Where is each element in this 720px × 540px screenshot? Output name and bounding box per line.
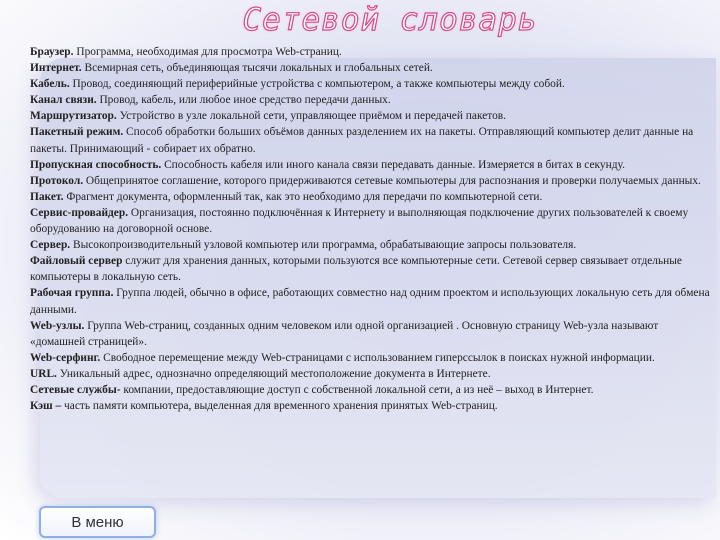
glossary-entry bbox=[30, 157, 714, 173]
entry-term: URL. bbox=[30, 367, 57, 380]
glossary-entry bbox=[30, 285, 714, 317]
entry-definition: Провод, кабель, или любое иное средство передачи данных. bbox=[96, 94, 391, 107]
glossary-entry bbox=[30, 318, 714, 350]
entry-term: Маршрутизатор. bbox=[30, 110, 117, 123]
entry-term: Сервис-провайдер. bbox=[30, 206, 129, 219]
menu-button[interactable]: В меню bbox=[39, 506, 156, 538]
glossary-entry bbox=[30, 253, 714, 285]
glossary-entry bbox=[30, 173, 714, 189]
entry-definition: Фрагмент документа, оформленный так, как это необходимо для передачи по компьютерной сети. bbox=[63, 190, 543, 203]
entry-definition: Программа, необходимая для просмотра Web-страниц. bbox=[73, 46, 342, 58]
glossary-entry bbox=[30, 398, 714, 414]
entry-definition: Группа Web-страниц, созданных одним человеком или одной организацией . Основную страницу Web-узла называют «домашней страницей». bbox=[30, 319, 659, 348]
entry-definition: Свободное перемещение между Web-страницами с использованием гиперссылок в поисках нужной информации. bbox=[100, 351, 655, 364]
glossary-entry bbox=[30, 237, 714, 253]
glossary-entry bbox=[30, 60, 714, 76]
entry-term: Интернет. bbox=[30, 62, 82, 75]
entry-term: Сервер. bbox=[30, 239, 71, 252]
entry-term: Рабочая группа. bbox=[30, 287, 114, 300]
entry-definition: Способ обработки больших объёмов данных разделением их на пакеты. Отправляющий компьютер делит данные на пакеты. Принимающий - собирает их обратно. bbox=[30, 126, 694, 155]
entry-term: Протокол. bbox=[30, 174, 84, 187]
entry-term: Сетевые службы- bbox=[30, 383, 121, 396]
entry-term: Web-узлы. bbox=[30, 319, 85, 332]
entry-definition: Всемирная сеть, объединяющая тысячи локальных и глобальных сетей. bbox=[81, 62, 433, 75]
entry-term: Кэш – bbox=[30, 400, 62, 413]
entry-definition: Уникальный адрес, однозначно определяющий местоположение документа в Интернете. bbox=[56, 367, 491, 380]
glossary-entry bbox=[30, 350, 714, 366]
glossary-entry bbox=[30, 124, 714, 156]
glossary-entry bbox=[30, 92, 714, 108]
entry-term: Пакет. bbox=[30, 190, 64, 203]
entry-definition: Устройство в узле локальной сети, управляющее приёмом и передачей пакетов. bbox=[116, 110, 507, 123]
entry-definition: Провод, соединяющий периферийные устройства с компьютером, а также компьютеры между собой. bbox=[69, 78, 565, 91]
glossary-entry bbox=[30, 205, 714, 237]
entry-term: Файловый сервер bbox=[30, 255, 123, 268]
glossary-entry bbox=[30, 76, 714, 92]
entry-definition: Группа людей, обычно в офисе, работающих совместно над одним проектом и использующих локальную сеть для обмена данными. bbox=[30, 287, 710, 316]
glossary bbox=[30, 44, 714, 414]
entry-definition: Высокопроизводительный узловой компьютер или программа, обрабатывающие запросы пользователя. bbox=[70, 239, 577, 252]
entry-definition: компании, предоставляющие доступ с собственной локальной сети, а из неё – выход в Интернет. bbox=[120, 383, 594, 396]
glossary-entry bbox=[30, 382, 714, 398]
entry-term: Канал связи. bbox=[30, 94, 97, 107]
glossary-entry bbox=[30, 366, 714, 382]
entry-term: Пакетный режим. bbox=[30, 126, 124, 139]
entry-definition: Организация, постоянно подключённая к Интернету и выполняющая подключение других пользователей к своему оборудованию на договорной основе. bbox=[30, 206, 689, 236]
entry-definition: Общепринятое соглашение, которого придерживаются сетевые компьютеры для распознания и проверки получаемых данных. bbox=[83, 174, 701, 187]
glossary-entry bbox=[30, 44, 714, 60]
entry-term: Web-серфинг. bbox=[30, 351, 101, 364]
entry-definition: часть памяти компьютера, выделенная для временного хранения принятых Web-страниц. bbox=[61, 400, 498, 413]
entry-term: Браузер. bbox=[30, 46, 74, 58]
glossary-entry bbox=[30, 108, 714, 124]
entry-term: Кабель. bbox=[30, 78, 70, 91]
entry-definition: Способность кабеля или иного канала связи передавать данные. Измеряется в битах в секунду. bbox=[161, 158, 625, 171]
entry-definition: служит для хранения данных, которыми пользуются все компьютерные сети. Сетевой сервер связывает отдельные компьютеры в локальную сеть. bbox=[30, 255, 682, 284]
page-title: Сетевой словарь bbox=[242, 2, 538, 38]
glossary-entry bbox=[30, 189, 714, 205]
entry-term: Пропускная способность. bbox=[30, 158, 162, 171]
